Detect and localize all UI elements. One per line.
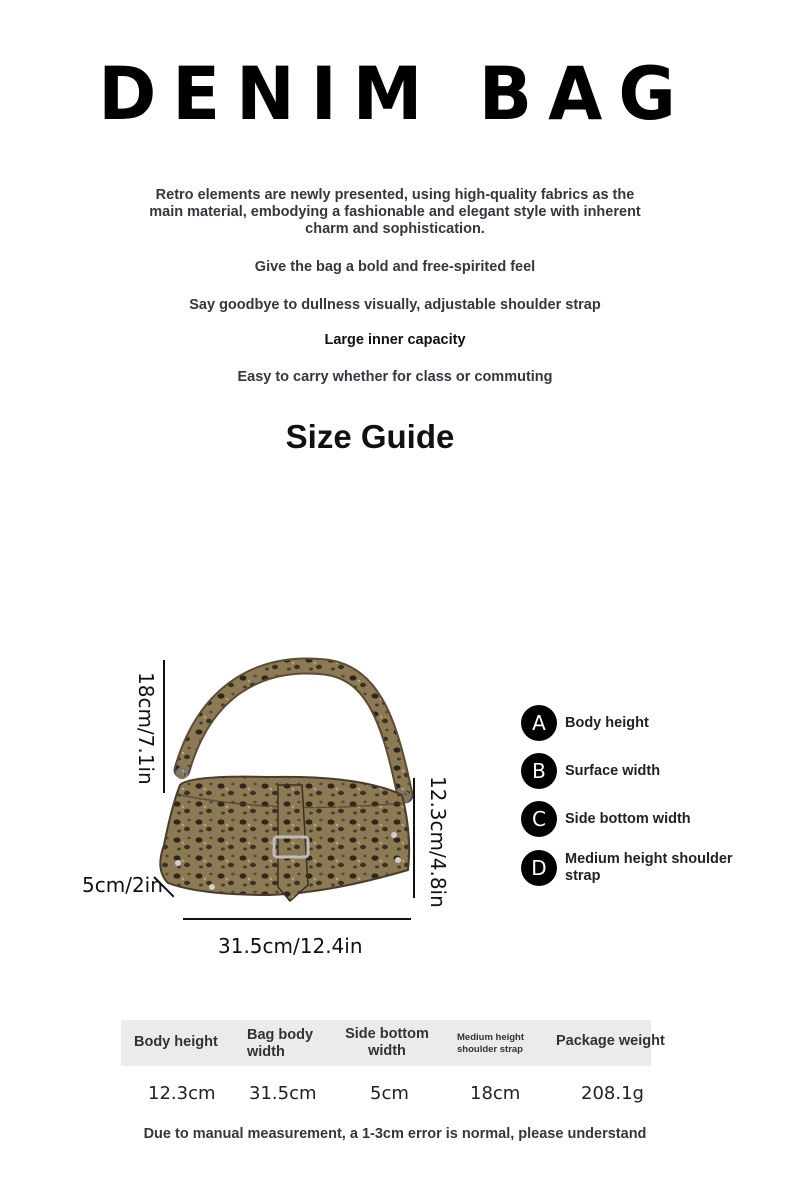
intro-text: Retro elements are newly presented, using high-quality fabrics as the main material, embodying a fashionable and elegant style with inherent charm and sophistication.	[149, 187, 641, 237]
feature-line-3: Large inner capacity	[324, 332, 466, 348]
badge-a: A	[521, 705, 557, 741]
legend-item-d	[521, 850, 740, 886]
measurement-note: Due to manual measurement, a 1-3cm error is normal, please understand	[143, 1126, 647, 1142]
table-header-package-weight: Package weight	[556, 1033, 665, 1049]
surface-width-label: 31.5cm/12.4in	[218, 934, 363, 958]
legend-item-c	[521, 801, 691, 837]
strap-height-line	[163, 660, 165, 793]
legend-item-b	[521, 753, 660, 789]
table-header-shoulder-strap: Medium height shoulder strap	[457, 1032, 525, 1055]
legend-label-a: Body height	[565, 714, 649, 731]
table-header-side-bottom-width: Side bottom width	[345, 1026, 429, 1059]
table-cell-side-bottom-width: 5cm	[370, 1083, 409, 1104]
body-height-label: 12.3cm/4.8in	[426, 776, 450, 908]
legend-item-a	[521, 705, 649, 741]
size-guide-title: Size Guide	[285, 418, 455, 455]
table-header-body-height: Body height	[134, 1034, 218, 1050]
legend-label-c: Side bottom width	[565, 810, 691, 827]
feature-line-4: Easy to carry whether for class or commuting	[237, 369, 553, 385]
leopard-bag-image	[150, 655, 420, 910]
strap-height-label: 18cm/7.1in	[134, 672, 158, 785]
feature-line-1: Give the bag a bold and free-spirited feel	[254, 259, 536, 275]
legend-label-d: Medium height shoulder strap	[565, 851, 733, 884]
table-cell-body-height: 12.3cm	[148, 1083, 216, 1104]
body-height-line	[413, 778, 415, 898]
legend-label-b: Surface width	[565, 762, 661, 779]
table-header-bag-body-width: Bag body width	[247, 1027, 314, 1060]
badge-c: C	[521, 801, 557, 837]
table-cell-package-weight: 208.1g	[581, 1083, 644, 1104]
feature-line-2: Say goodbye to dullness visually, adjustable shoulder strap	[189, 297, 601, 313]
surface-width-line	[183, 918, 411, 920]
table-cell-bag-body-width: 31.5cm	[249, 1083, 317, 1104]
table-cell-shoulder-strap: 18cm	[470, 1083, 521, 1104]
badge-b: B	[521, 753, 557, 789]
side-width-label: 5cm/2in	[82, 873, 163, 897]
page-title: DENIM BAG	[98, 50, 692, 138]
badge-d: D	[521, 850, 557, 886]
